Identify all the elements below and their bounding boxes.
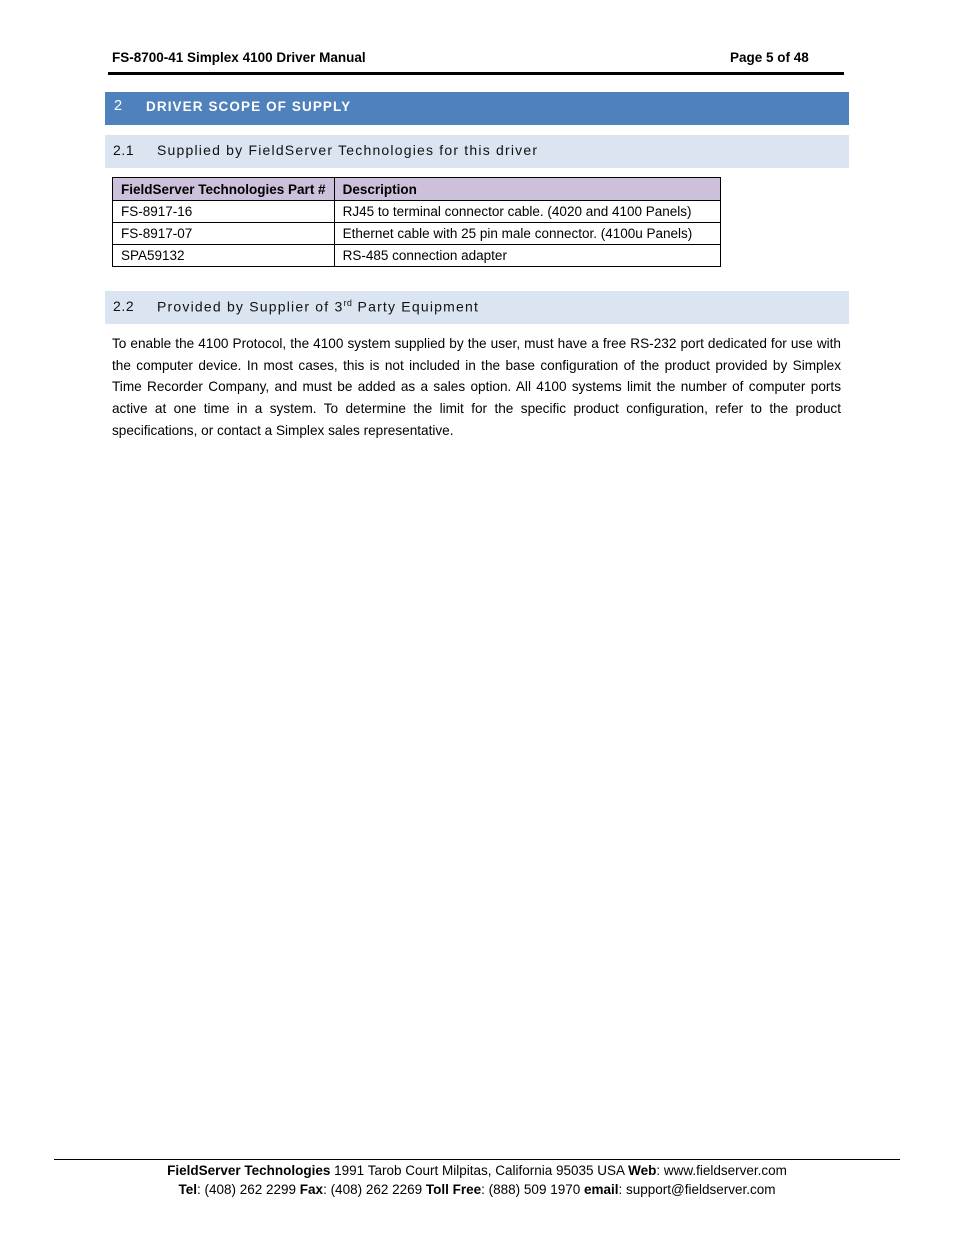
part-number-cell: SPA59132 [113,245,335,267]
footer-fax: : (408) 262 2269 [323,1182,426,1197]
table-header-row [113,178,721,201]
footer-tel-label: Tel [178,1182,197,1197]
section-title: DRIVER SCOPE OF SUPPLY [146,99,352,114]
footer-address: 1991 Tarob Court Milpitas, California 95035 USA [330,1163,629,1178]
description-cell: RJ45 to terminal connector cable. (4020 and 4100 Panels) [334,201,720,223]
subsection-title: Supplied by FieldServer Technologies for this driver [157,142,539,158]
footer-tel: : (408) 262 2299 [196,1182,300,1197]
body-paragraph: To enable the 4100 Protocol, the 4100 system supplied by the user, must have a free RS-232 port dedicated for use with the computer device. In most cases, this is not included in the base configuration of the product provided by Simplex Time Recorder Company, and must be added as a sales option. All 4100 systems limit the number of computer ports active at one time in a system. To determine the limit for the specific product configuration, refer to the product specifications, or contact a Simplex sales representative. [112,336,841,438]
description-cell: RS-485 connection adapter [334,245,720,267]
footer-fax-label: Fax [299,1182,324,1197]
footer-address-line [54,1163,900,1178]
description-cell: Ethernet cable with 25 pin male connector. (4100u Panels) [334,223,720,245]
table-row [113,245,721,267]
document-title: FS-8700-41 Simplex 4100 Driver Manual [112,50,366,65]
header-divider [108,72,844,75]
column-header-part: FieldServer Technologies Part # [113,178,335,201]
column-header-description: Description [334,178,720,201]
table-row [113,201,721,223]
title-text-rest: Party Equipment [352,298,480,315]
part-number-cell: FS-8917-16 [113,201,335,223]
part-number-cell: FS-8917-07 [113,223,335,245]
subsection-title [157,298,479,315]
footer-web-link[interactable]: : www.fieldserver.com [656,1163,787,1178]
section-number: 2 [114,98,123,114]
subsection-heading-2-2 [105,291,849,324]
footer-contact-line [54,1182,900,1197]
page-number: Page 5 of 48 [730,50,809,65]
subsection-number: 2.1 [113,142,135,158]
title-text: Provided by Supplier of 3 [157,298,344,315]
parts-table [112,177,721,267]
footer-web-label: Web [628,1163,657,1178]
footer-email-link[interactable]: : support@fieldserver.com [618,1182,776,1197]
footer-divider [54,1159,900,1160]
subsection-number: 2.2 [113,298,135,314]
subsection-heading-2-1 [105,135,849,168]
footer-tollfree: : (888) 509 1970 [481,1182,584,1197]
footer-company: FieldServer Technologies [167,1163,331,1178]
footer-tollfree-label: Toll Free [425,1182,482,1197]
section-heading [105,92,849,125]
footer-email-label: email [583,1182,619,1197]
table-row [113,223,721,245]
ordinal-suffix: rd [343,298,353,308]
